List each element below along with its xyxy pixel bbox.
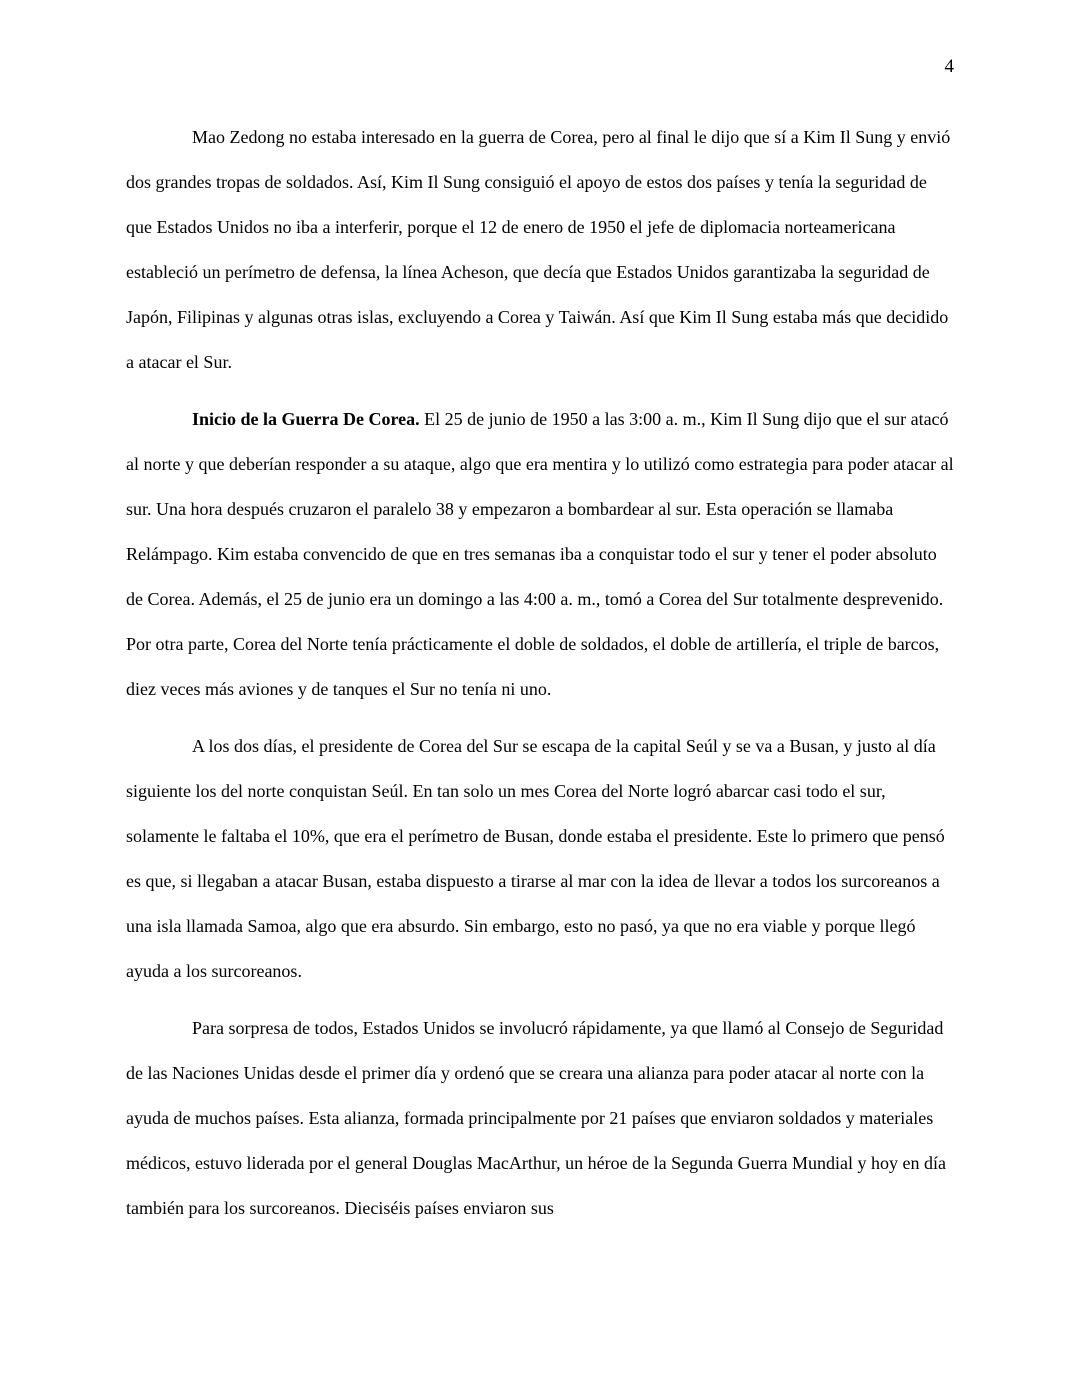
paragraph-mao-zedong: Mao Zedong no estaba interesado en la guerra de Corea, pero al final le dijo que sí a Kim Il Sung y envió dos grandes tropas de soldados. Así, Kim Il Sung consiguió el apoyo de estos dos países y tenía la seguridad de que Estados Unidos no iba a interferir, porque el 12 de enero de 1950 el jefe de diplomacia norteamericana estableció un perímetro de defensa, la línea Acheson, que decía que Estados Unidos garantizaba la seguridad de Japón, Filipinas y algunas otras islas, excluyendo a Corea y Taiwán. Así que Kim Il Sung estaba más que decidido a atacar el Sur.: [126, 127, 951, 372]
document-body: [126, 115, 954, 1231]
page-header: [126, 55, 954, 79]
page-number: 4: [944, 56, 954, 77]
paragraph-estados-unidos: Para sorpresa de todos, Estados Unidos se involucró rápidamente, ya que llamó al Consejo de Seguridad de las Naciones Unidas desde el primer día y ordenó que se creara una alianza para poder atacar al norte con la ayuda de muchos países. Esta alianza, formada principalmente por 21 países que enviaron soldados y materiales médicos, estuvo liderada por el general Douglas MacArthur, un héroe de la Segunda Guerra Mundial y hoy en día también para los surcoreanos. Dieciséis países enviaron sus: [126, 1018, 947, 1218]
paragraph-text: El 25 de junio de 1950 a las 3:00 a. m., Kim Il Sung dijo que el sur atacó al norte y que deberían responder a su ataque, algo que era mentira y lo utilizó como estrategia para poder atacar al sur. Una hora después cruzaron el paralelo 38 y empezaron a bombardear al sur. Esta operación se llamaba Relámpago. Kim estaba convencido de que en tres semanas iba a conquistar todo el sur y tener el poder absoluto de Corea. Además, el 25 de junio era un domingo a las 4:00 a. m., tomó a Corea del Sur totalmente desprevenido. Por otra parte, Corea del Norte tenía prácticamente el doble de soldados, el doble de artillería, el triple de barcos, diez veces más aviones y de tanques el Sur no tenía ni uno.: [126, 409, 954, 699]
paragraph-bold-lead: Inicio de la Guerra De Corea.: [192, 409, 420, 429]
paragraph-inicio-guerra: [126, 397, 954, 712]
paragraph-presidente-escapa: A los dos días, el presidente de Corea del Sur se escapa de la capital Seúl y se va a Busan, y justo al día siguiente los del norte conquistan Seúl. En tan solo un mes Corea del Norte logró abarcar casi todo el sur, solamente le faltaba el 10%, que era el perímetro de Busan, donde estaba el presidente. Este lo primero que pensó es que, si llegaban a atacar Busan, estaba dispuesto a tirarse al mar con la idea de llevar a todos los surcoreanos a una isla llamada Samoa, algo que era absurdo. Sin embargo, esto no pasó, ya que no era viable y porque llegó ayuda a los surcoreanos.: [126, 736, 945, 981]
